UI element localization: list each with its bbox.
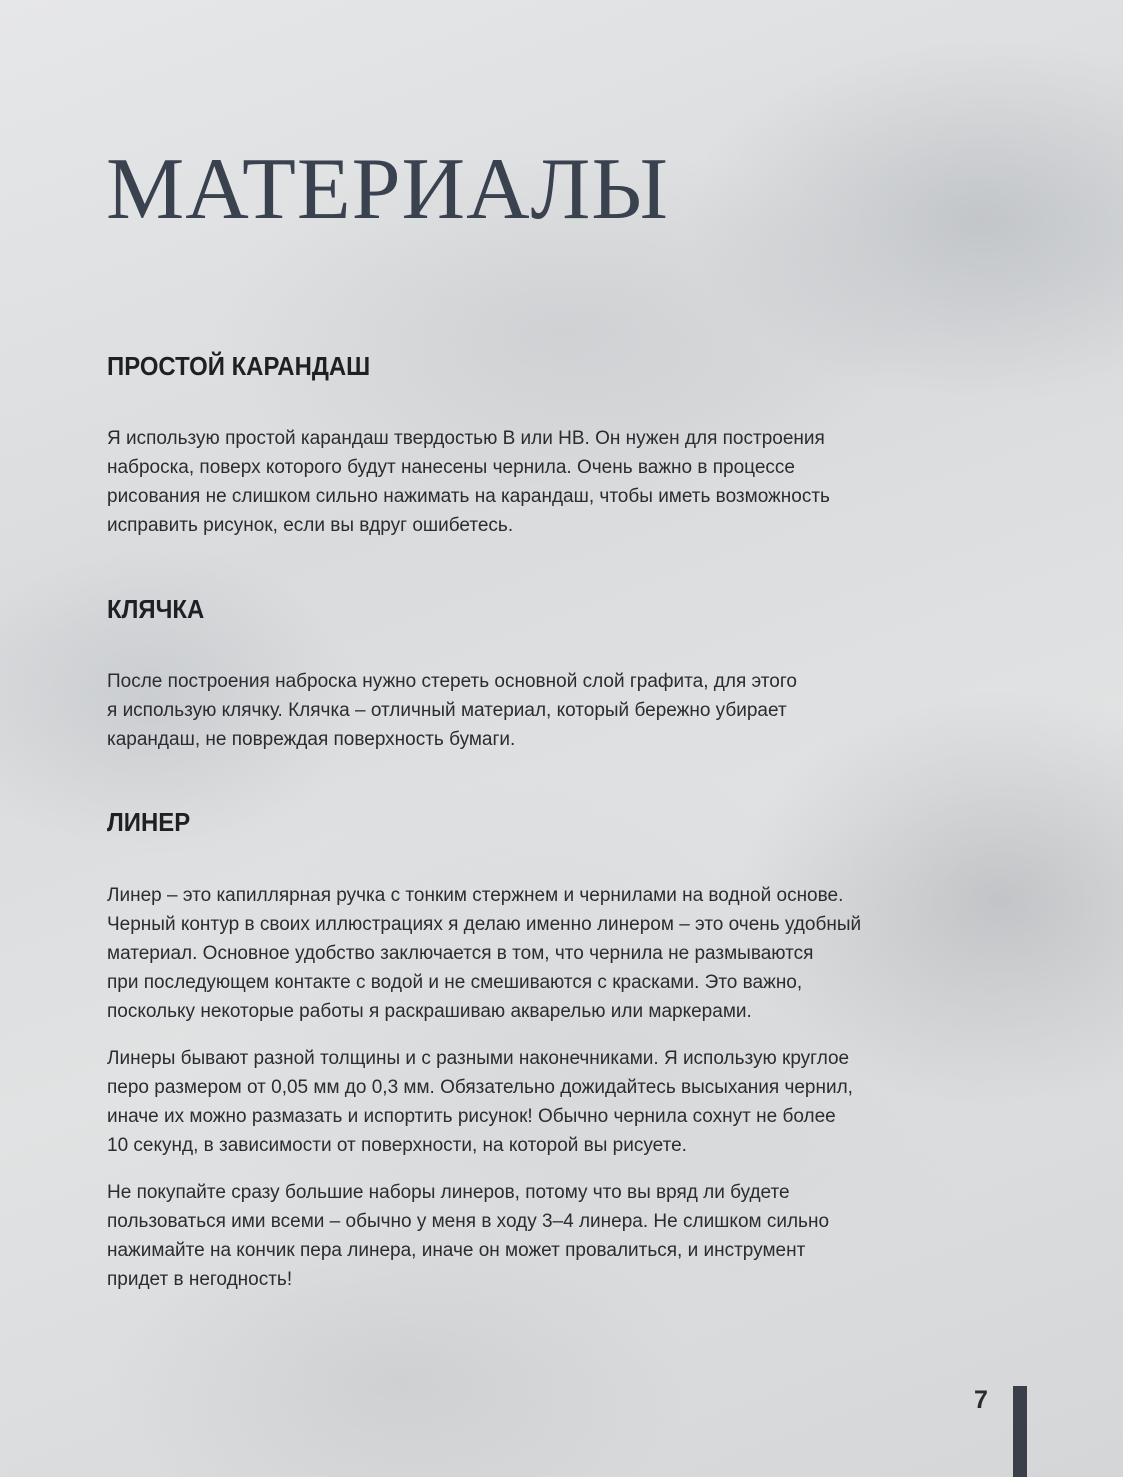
section-heading-pencil: ПРОСТОЙ КАРАНДАШ <box>107 351 371 381</box>
section-paragraph-liner-1: Линер – это капиллярная ручка с тонким стержнем и чернилами на водной основе. Черный контур в своих иллюстрациях я делаю именно линером – это очень удобный материал. Основное удобство заключается в том, что чернила не размываются при последующем контакте с водой и не смешиваются с красками. Это важно, поскольку некоторые работы я раскрашиваю акварелью или маркерами. <box>107 885 862 1022</box>
section-heading-eraser: КЛЯЧКА <box>107 594 205 624</box>
page-edge-bar <box>1013 1386 1027 1477</box>
section-liner <box>107 806 907 1294</box>
section-pencil <box>107 350 907 540</box>
section-paragraph-liner-2: Линеры бывают разной толщины и с разными наконечниками. Я использую круглое перо размером от 0,05 мм до 0,3 мм. Обязательно дожидайтесь высыхания чернил, иначе их можно размазать и испортить рисунок! Обычно чернила сохнут не более 10 секунд, в зависимости от поверхности, на которой вы рисуете. <box>107 1048 853 1156</box>
section-paragraph-pencil: Я использую простой карандаш твердостью B или HB. Он нужен для построения наброска, поверх которого будут нанесены чернила. Очень важно в процессе рисования не слишком сильно нажимать на карандаш, чтобы иметь возможность исправить рисунок, если вы вдруг ошибетесь. <box>107 428 830 536</box>
page-title: МАТЕРИАЛЫ <box>106 141 670 238</box>
page-number: 7 <box>974 1386 988 1414</box>
section-heading-liner: ЛИНЕР <box>107 807 191 837</box>
section-eraser <box>107 593 907 754</box>
section-paragraph-liner-3: Не покупайте сразу большие наборы линеров, потому что вы вряд ли будете пользоваться ими всеми – обычно у меня в ходу 3–4 линера. Не слишком сильно нажимайте на кончик пера линера, иначе он может провалиться, и инструмент придет в негодность! <box>107 1182 830 1290</box>
section-paragraph-eraser: После построения наброска нужно стереть основной слой графита, для этого я использую клячку. Клячка – отличный материал, который бережно убирает карандаш, не повреждая поверхность бумаги. <box>107 671 797 750</box>
